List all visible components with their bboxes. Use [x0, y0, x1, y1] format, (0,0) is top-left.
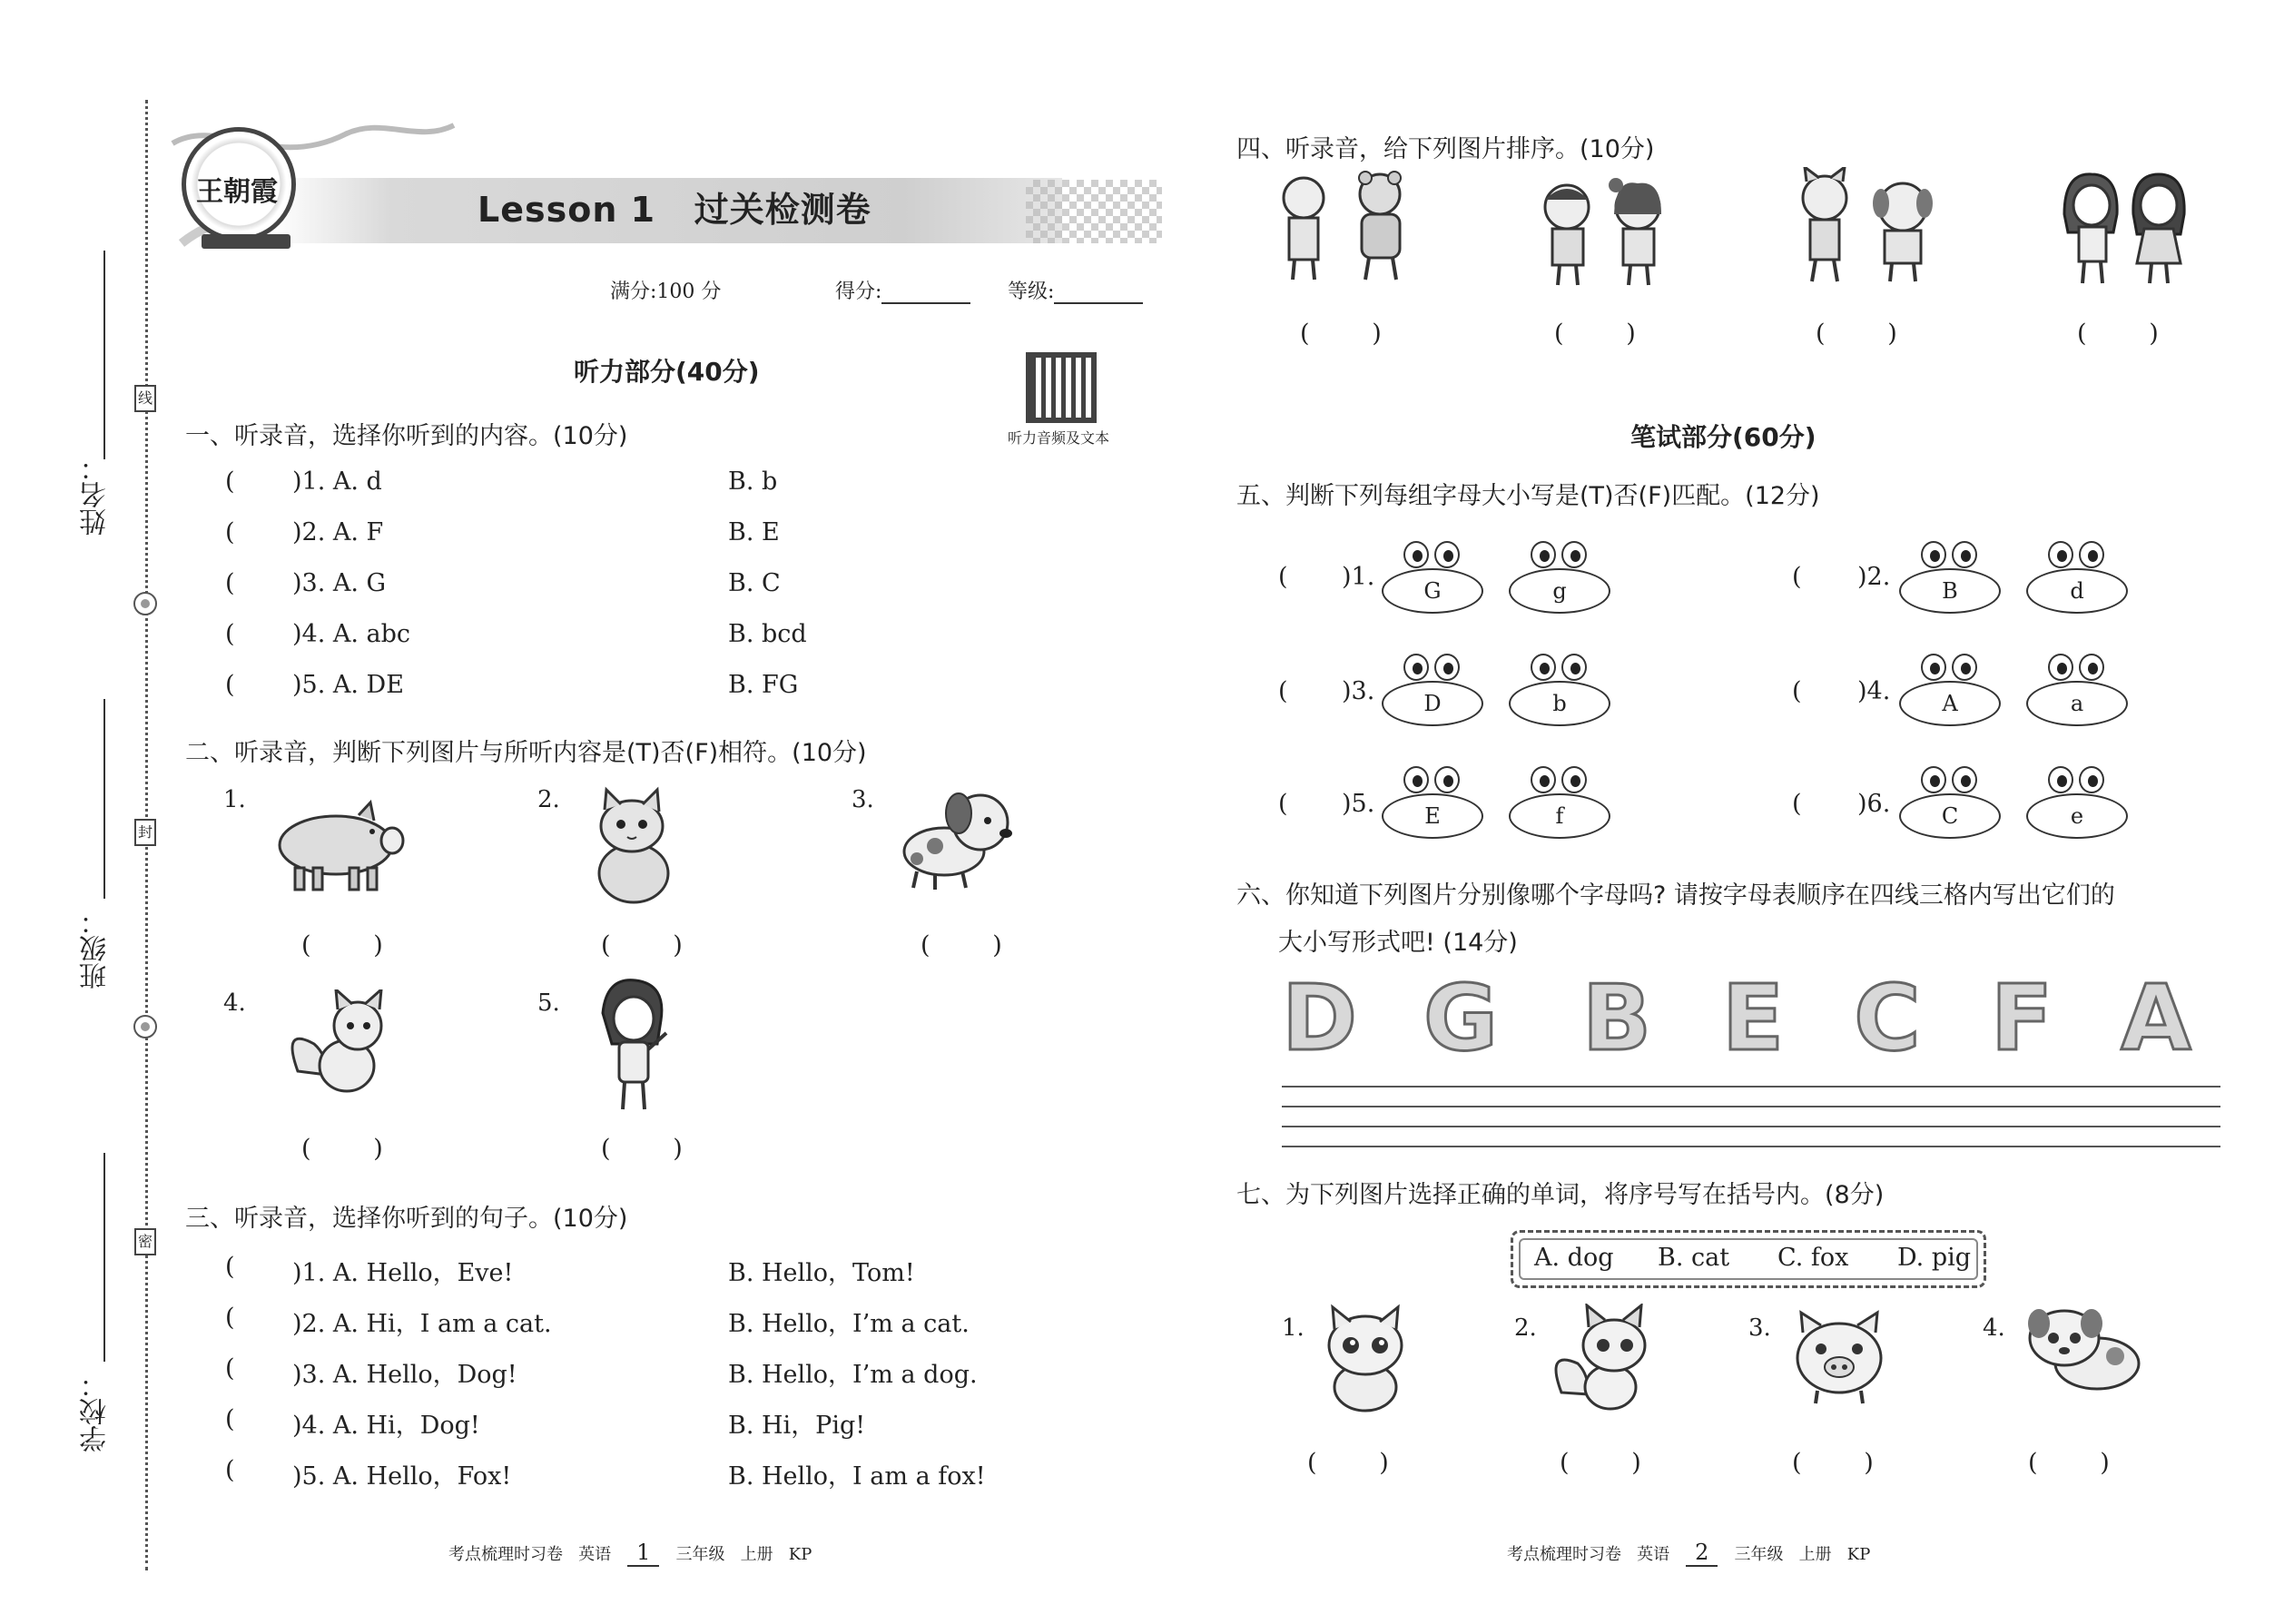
wood-letter-b-icon: B — [1581, 965, 1652, 1071]
option-a: )3. A. Hello，Dog! — [292, 1361, 517, 1389]
seal-char-line: 线 — [134, 385, 156, 412]
pig-picture-icon — [1781, 1307, 1899, 1407]
section-5-title: 五、判断下列每组字母大小写是(T)否(F)匹配。(12分) — [1236, 482, 1820, 510]
picture-number: 2. — [537, 786, 560, 813]
answer-paren[interactable]: ( ) — [601, 1135, 683, 1163]
picture-number: 1. — [223, 786, 246, 813]
option-a: )1. A. d — [292, 468, 382, 496]
footer-text: 三年级 上册 KP — [675, 1545, 812, 1564]
answer-paren[interactable]: ( ) — [1554, 320, 1636, 348]
answer-paren[interactable]: ( — [1278, 677, 1288, 705]
word-option: A. dog — [1534, 1244, 1614, 1272]
word-option: B. cat — [1658, 1244, 1730, 1272]
answer-paren[interactable]: ( ) — [1816, 320, 1897, 348]
letter-oval: d — [2026, 568, 2128, 614]
frog-eyes-icon — [1403, 541, 1462, 568]
grade-label: 等级: — [1008, 281, 1055, 303]
grid-line — [1282, 1126, 2220, 1127]
footer-right — [1507, 1540, 1870, 1567]
section-7-title: 七、为下列图片选择正确的单词，将序号写在括号内。(8分) — [1236, 1181, 1885, 1209]
frog-eyes-icon — [1531, 766, 1589, 793]
frog-eyes-icon — [1531, 541, 1589, 568]
cat-picture-icon — [1313, 1304, 1422, 1412]
seal-char-seal: 封 — [134, 819, 156, 846]
answer-paren[interactable]: ( — [1792, 677, 1802, 705]
answer-paren[interactable]: ( — [1278, 790, 1288, 818]
answer-paren[interactable]: ( — [225, 1304, 235, 1332]
answer-paren[interactable]: ( — [225, 1354, 235, 1383]
item-number: )1. — [1342, 563, 1375, 591]
qr-caption: 听力音频及文本 — [1008, 429, 1110, 447]
school-write-line — [103, 1153, 105, 1362]
frog-eyes-icon — [1403, 654, 1462, 681]
section-3-title: 三、听录音，选择你听到的句子。(10分) — [185, 1205, 628, 1233]
answer-paren[interactable]: ( — [225, 1456, 235, 1484]
answer-paren[interactable]: ( ) — [601, 931, 683, 960]
answer-paren[interactable]: ( ) — [1792, 1449, 1874, 1477]
option-a: )5. A. Hello，Fox! — [292, 1462, 512, 1491]
logo-text: 王朝霞 — [196, 176, 278, 208]
wood-letter-d-icon: D — [1282, 965, 1358, 1071]
frog-eyes-icon — [1921, 766, 1979, 793]
frog-eyes-icon — [2048, 541, 2106, 568]
qr-code-icon[interactable] — [1026, 352, 1097, 423]
grade-field — [1008, 276, 1143, 304]
answer-paren[interactable]: ( ) — [1300, 320, 1382, 348]
letter-oval: D — [1382, 681, 1483, 726]
footer-left — [448, 1540, 812, 1567]
full-score: 满分:100 分 — [610, 281, 722, 303]
picture-number: 3. — [852, 786, 874, 813]
answer-paren[interactable]: ( ) — [2077, 320, 2159, 348]
picture-number: 5. — [537, 989, 560, 1017]
option-a: )4. A. Hi，Dog! — [292, 1412, 480, 1440]
option-b: B. FG — [728, 671, 799, 699]
picture-number: 1. — [1282, 1314, 1305, 1342]
answer-paren[interactable]: ( ) — [2028, 1449, 2110, 1477]
option-b: B. C — [728, 569, 781, 597]
option-a: )2. A. F — [292, 518, 384, 546]
name-write-line — [103, 251, 105, 459]
answer-paren[interactable]: ( — [225, 671, 235, 699]
checker-decoration — [1026, 180, 1162, 243]
item-number: )6. — [1857, 790, 1891, 818]
wood-letter-c-icon: C — [1854, 965, 1921, 1071]
wood-letter-g-icon: G — [1423, 965, 1499, 1071]
word-option: D. pig — [1897, 1244, 1972, 1272]
item-number: )2. — [1857, 563, 1891, 591]
page-number: 1 — [627, 1540, 659, 1567]
answer-paren[interactable]: ( ) — [1560, 1449, 1641, 1477]
frog-eyes-icon — [2048, 766, 2106, 793]
grid-line — [1282, 1106, 2220, 1107]
picture-number: 4. — [223, 989, 246, 1017]
grade-blank[interactable] — [1054, 302, 1143, 304]
score-blank[interactable] — [881, 302, 970, 304]
letter-oval: a — [2026, 681, 2128, 726]
footer-text: 考点梳理时习卷 英语 — [448, 1545, 612, 1564]
letter-oval: E — [1382, 793, 1483, 839]
name-label: 姓名： — [80, 454, 112, 536]
option-a: )4. A. abc — [292, 620, 411, 648]
frog-eyes-icon — [1531, 654, 1589, 681]
option-b: B. E — [728, 518, 780, 546]
girl-picture-icon — [588, 977, 679, 1113]
letter-oval: C — [1899, 793, 2001, 839]
option-b: B. bcd — [728, 620, 807, 648]
logo-ribbon — [202, 234, 290, 249]
option-b: B. Hello，Tom! — [728, 1259, 915, 1287]
class-write-line — [103, 699, 105, 899]
answer-paren[interactable]: ( — [225, 620, 235, 648]
seal-char-close: 密 — [134, 1228, 156, 1255]
answer-paren[interactable]: ( — [225, 1253, 235, 1281]
class-label: 班级： — [80, 908, 112, 989]
option-b: B. b — [728, 468, 778, 496]
answer-paren[interactable]: ( — [225, 468, 235, 496]
picture-number: 3. — [1748, 1314, 1771, 1342]
listening-heading: 听力部分(40分) — [574, 357, 760, 387]
frog-eyes-icon — [1921, 541, 1979, 568]
option-b: B. Hi，Pig! — [728, 1412, 866, 1440]
wood-letter-a-icon: A — [2121, 965, 2191, 1071]
binding-knot-icon — [133, 1015, 157, 1038]
answer-paren[interactable]: ( — [225, 1405, 235, 1433]
answer-paren[interactable]: ( ) — [1307, 1449, 1389, 1477]
boy-and-girl-picture-icon — [1525, 178, 1679, 287]
word-option: C. fox — [1777, 1244, 1849, 1272]
answer-paren[interactable]: ( — [1278, 563, 1288, 591]
section-4-title: 四、听录音，给下列图片排序。(10分) — [1236, 135, 1655, 163]
section-6-title-line2: 大小写形式吧! (14分) — [1278, 929, 1518, 957]
page-number: 2 — [1686, 1540, 1718, 1567]
option-b: B. Hello，I’m a cat. — [728, 1310, 970, 1338]
letter-oval: B — [1899, 568, 2001, 614]
option-a: )2. A. Hi，I am a cat. — [292, 1310, 552, 1338]
score-field — [835, 276, 970, 304]
section-2-title: 二、听录音，判断下列图片与所听内容是(T)否(F)相符。(10分) — [185, 739, 867, 767]
dog-picture-icon — [2015, 1298, 2151, 1398]
answer-paren[interactable]: ( ) — [301, 931, 383, 960]
answer-paren[interactable]: ( — [225, 518, 235, 546]
section-1-title: 一、听录音，选择你听到的内容。(10分) — [185, 422, 628, 450]
girl-and-bear-picture-icon — [1271, 167, 1425, 285]
answer-paren[interactable]: ( — [1792, 790, 1802, 818]
picture-number: 2. — [1514, 1314, 1537, 1342]
cat-picture-icon — [577, 786, 686, 904]
wood-letter-e-icon: E — [1721, 965, 1785, 1071]
answer-paren[interactable]: ( — [1792, 563, 1802, 591]
section-6-title-line1: 六、你知道下列图片分别像哪个字母吗? 请按字母表顺序在四线三格内写出它们的 — [1236, 881, 2115, 910]
answer-paren[interactable]: ( — [225, 569, 235, 597]
option-b: B. Hello，I’m a dog. — [728, 1361, 978, 1389]
item-number: )4. — [1857, 677, 1891, 705]
two-girls-picture-icon — [2052, 169, 2197, 287]
answer-paren[interactable]: ( ) — [921, 931, 1002, 960]
letter-oval: e — [2026, 793, 2128, 839]
frog-eyes-icon — [1403, 766, 1462, 793]
frog-eyes-icon — [2048, 654, 2106, 681]
grid-line — [1282, 1146, 2220, 1147]
dog-picture-icon — [890, 786, 1026, 895]
fox-picture-icon — [1549, 1304, 1658, 1412]
binding-knot-icon — [133, 592, 157, 615]
grid-line — [1282, 1086, 2220, 1088]
item-number: )3. — [1342, 677, 1375, 705]
picture-number: 4. — [1983, 1314, 2005, 1342]
page-title: Lesson 1 过关检测卷 — [478, 190, 871, 230]
written-heading: 笔试部分(60分) — [1630, 422, 1816, 452]
option-b: B. Hello，I am a fox! — [728, 1462, 986, 1491]
footer-text: 三年级 上册 KP — [1734, 1545, 1871, 1564]
letter-oval: G — [1382, 568, 1483, 614]
answer-paren[interactable]: ( ) — [301, 1135, 383, 1163]
school-label: 学校： — [80, 1371, 112, 1452]
option-a: )5. A. DE — [292, 671, 404, 699]
item-number: )5. — [1342, 790, 1375, 818]
footer-text: 考点梳理时习卷 英语 — [1507, 1545, 1670, 1564]
option-a: )3. A. G — [292, 569, 387, 597]
letter-oval: f — [1509, 793, 1610, 839]
letter-oval: A — [1899, 681, 2001, 726]
letter-oval: b — [1509, 681, 1610, 726]
pig-picture-icon — [272, 795, 409, 895]
letter-oval: g — [1509, 568, 1610, 614]
wood-letter-f-icon: F — [1990, 965, 2053, 1071]
frog-eyes-icon — [1921, 654, 1979, 681]
score-label: 得分: — [835, 281, 882, 303]
option-a: )1. A. Hello，Eve! — [292, 1259, 514, 1287]
fox-picture-icon — [281, 989, 399, 1098]
fox-and-dog-picture-icon — [1785, 167, 1948, 285]
